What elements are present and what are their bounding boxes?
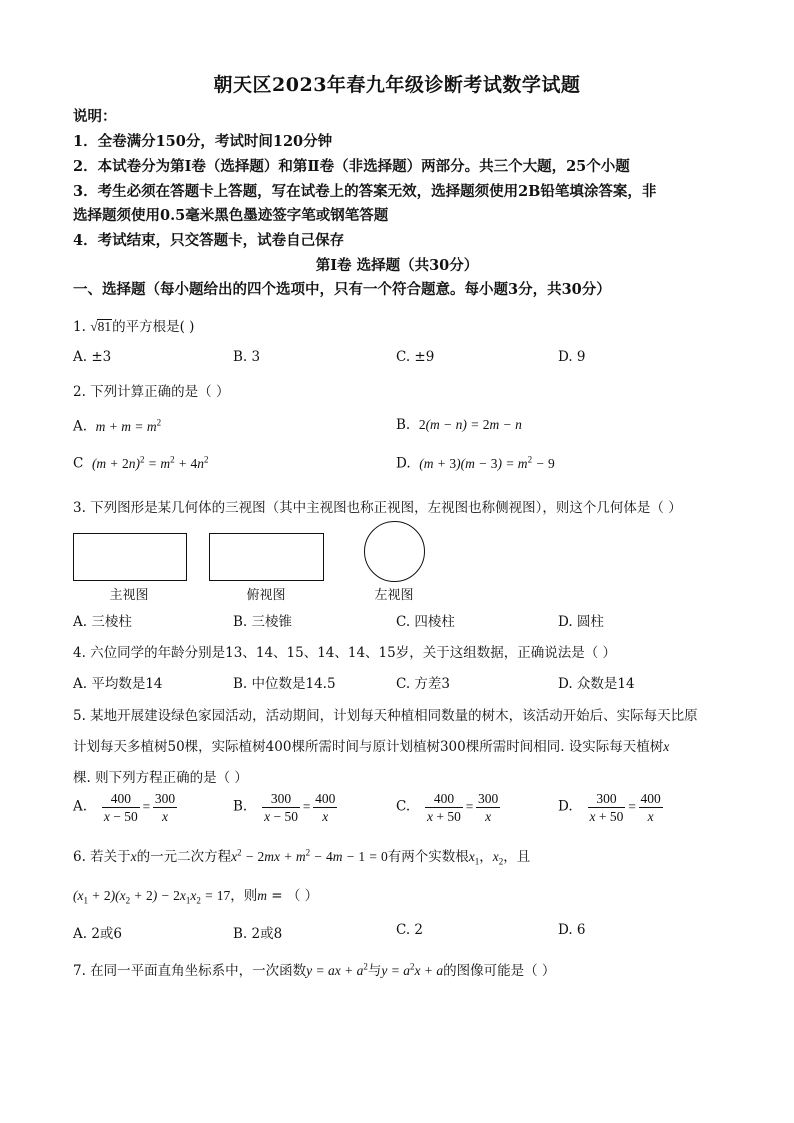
question-number: 1. xyxy=(73,319,86,335)
option-c: C. 四棱柱 xyxy=(396,614,455,630)
question-stem: 的平方根是( ) xyxy=(112,319,195,335)
question-6-line: $(x_1 + 2)(x_2 + 2) - 2x_1x_2 = 17$，则m = （ ） xyxy=(73,888,319,906)
option-a: A. $m + m = m^2$ xyxy=(73,417,162,435)
note-item: 1．全卷满分150分，考试时间120分钟 xyxy=(73,133,333,150)
option-b: B. 三棱锥 xyxy=(233,614,293,630)
option-c: C $(m + 2n)^2 = m^2 + 4n^2$ xyxy=(73,454,209,472)
option-b: B. $\frac{300}{x - 50}$ = $\frac{400}{x}$ xyxy=(233,791,336,824)
side-view-circle xyxy=(364,521,425,582)
option-c: C. 2 xyxy=(396,922,424,938)
math-expression: $(m + 2n)^2 = m^2 + 4n^2$ xyxy=(91,454,209,471)
option-a: A. 平均数是14 xyxy=(73,676,163,692)
question-5-line: 计划每天多植树50棵，实际植树400棵所需时间与原计划植树300棵所需时间相同. 设实际每天植树x xyxy=(73,739,670,755)
question-6-line: 6. 若关于x的一元二次方程$x^2 - 2mx + m^2 - 4m - 1 = 0$有两个实数根$x_1$，$x_2$，且 xyxy=(73,847,531,867)
notes-heading: 说明： xyxy=(73,108,117,125)
note-item: 4．考试结束，只交答题卡，试卷自己保存 xyxy=(73,232,345,249)
question-1 xyxy=(73,315,194,335)
note-item: 选择题须使用0.5毫米黑色墨迹签字笔或钢笔答题 xyxy=(73,207,389,224)
option-d: D. 6 xyxy=(558,922,586,938)
option-d: D. 圆柱 xyxy=(558,614,604,630)
option-a: A. 2或6 xyxy=(73,926,123,942)
view-label: 俯视图 xyxy=(246,588,286,603)
sqrt-expression: √81 xyxy=(90,319,112,334)
option-b: B. 2或8 xyxy=(233,926,283,942)
math-expression: $(m + 3)(m - 3) = m^2 - 9$ xyxy=(419,454,555,471)
option-d: D. 9 xyxy=(558,349,586,365)
option-b: B. 2(m − n) = 2m − n xyxy=(396,417,522,433)
math-expression: $m + m = m^2$ xyxy=(95,417,162,434)
option-d: D. $\frac{300}{x + 50}$ = $\frac{400}{x}$ xyxy=(558,791,661,824)
section-title: 第Ⅰ卷 选择题（共30分） xyxy=(315,257,479,274)
option-b: B. 3 xyxy=(233,349,261,365)
section-heading: 一、选择题（每小题给出的四个选项中，只有一个符合题意。每小题3分，共30分） xyxy=(73,281,611,298)
front-view-rectangle xyxy=(73,533,187,581)
option-a: A. $\frac{400}{x - 50}$ = $\frac{300}{x}$ xyxy=(73,791,176,824)
view-label: 主视图 xyxy=(109,588,149,603)
option-c: C. $\frac{400}{x + 50}$ = $\frac{300}{x}$ xyxy=(396,791,499,824)
option-b: B. 中位数是14.5 xyxy=(233,676,336,692)
page-title: 朝天区2023年春九年级诊断考试数学试题 xyxy=(213,74,581,96)
note-item: 2．本试卷分为第Ⅰ卷（选择题）和第Ⅱ卷（非选择题）两部分。共三个大题，25个小题 xyxy=(73,158,630,175)
note-item: 3．考生必须在答题卡上答题，写在试卷上的答案无效，选择题须使用2B铅笔填涂答案，非 xyxy=(73,183,657,200)
top-view-rectangle xyxy=(209,533,324,581)
question-5-line: 5. 某地开展建设绿色家园活动，活动期间，计划每天种植相同数量的树木，该活动开始后、实际每天比原 xyxy=(73,708,698,724)
view-label: 左视图 xyxy=(374,588,414,603)
math-expression: 2(m − n) = 2m − n xyxy=(418,417,522,432)
option-d: D. 众数是14 xyxy=(558,676,635,692)
option-a: A. 三棱柱 xyxy=(73,614,132,630)
question-2-stem: 2. 下列计算正确的是（ ） xyxy=(73,384,230,400)
option-c: C. ±9 xyxy=(396,349,435,365)
question-4-stem: 4. 六位同学的年龄分别是13、14、15、14、14、15岁，关于这组数据，正确说法是（ ） xyxy=(73,645,617,661)
option-c: C. 方差3 xyxy=(396,676,451,692)
question-3-stem: 3. 下列图形是某几何体的三视图（其中主视图也称正视图，左视图也称侧视图），则这个几何体是（ ） xyxy=(73,500,682,516)
question-5-line: 棵. 则下列方程正确的是（ ） xyxy=(73,770,248,786)
option-a: A. ±3 xyxy=(73,349,112,365)
option-d: D. $(m + 3)(m - 3) = m^2 - 9$ xyxy=(396,454,555,472)
question-7-line: 7. 在同一平面直角坐标系中，一次函数y = ax + $a^2$与$y = a^2x + a$的图像可能是（ ） xyxy=(73,961,556,979)
